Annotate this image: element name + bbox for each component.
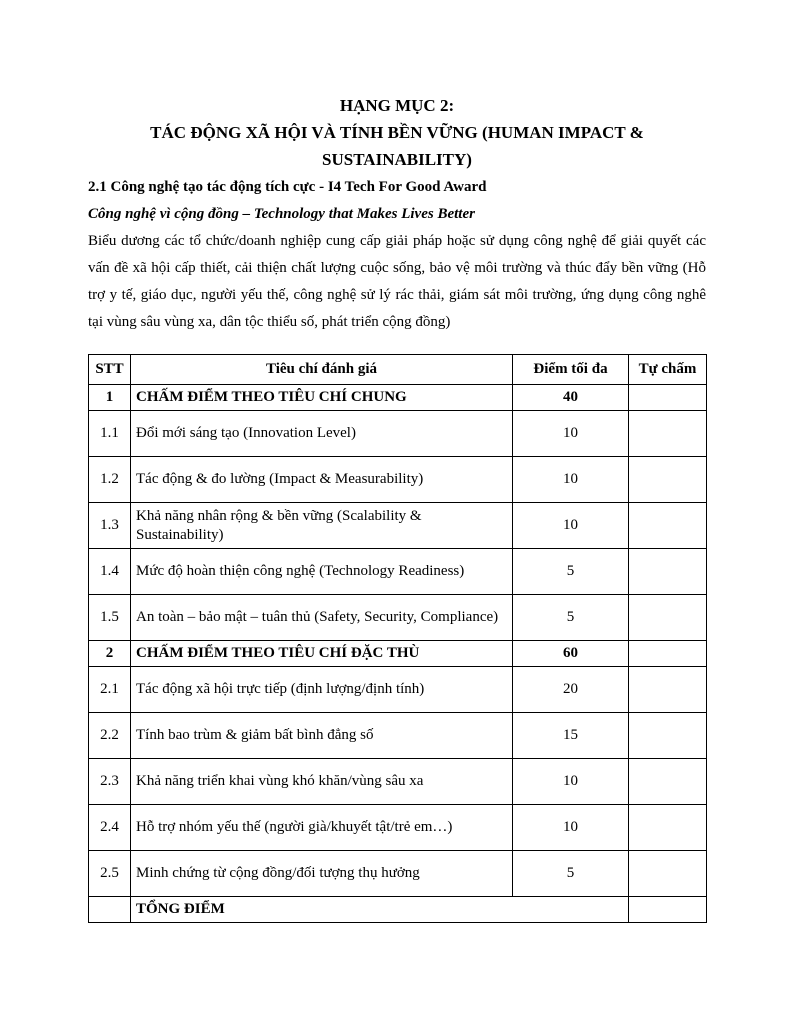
stt-cell xyxy=(89,897,131,923)
stt-cell: 1.3 xyxy=(89,503,131,549)
self-score-cell xyxy=(629,851,707,897)
self-score-cell xyxy=(629,667,707,713)
self-score-cell xyxy=(629,897,707,923)
award-description: Biểu dương các tổ chức/doanh nghiệp cung cấp giải pháp hoặc sử dụng công nghệ để giải quyết các vấn đề xã hội cấp thiết, cải thiện chất lượng cuộc sống, bảo vệ môi trường và thúc đẩy bền vững (Hỗ trợ y tế, giáo dục, người yếu thế, công nghệ sử lý rác thải, giám sát môi trường, ứng dụng công nghê tại vùng sâu vùng xa, dân tộc thiểu số, phát triển cộng đồng) xyxy=(88,233,706,330)
stt-cell: 1.2 xyxy=(89,457,131,503)
max-score-cell: 10 xyxy=(513,805,629,851)
criteria-cell: Khả năng triển khai vùng khó khăn/vùng sâu xa xyxy=(131,759,513,805)
max-score-cell: 5 xyxy=(513,595,629,641)
max-score-cell: 40 xyxy=(513,385,629,411)
criteria-row xyxy=(89,805,707,851)
criteria-row xyxy=(89,411,707,457)
max-score-cell: 15 xyxy=(513,713,629,759)
criteria-cell: Tác động & đo lường (Impact & Measurability) xyxy=(131,457,513,503)
criteria-row xyxy=(89,759,707,805)
criteria-cell: An toàn – bảo mật – tuân thủ (Safety, Security, Compliance) xyxy=(131,595,513,641)
stt-cell: 1 xyxy=(89,385,131,411)
max-score-cell: 20 xyxy=(513,667,629,713)
total-score-row xyxy=(89,897,707,923)
section-row xyxy=(89,385,707,411)
max-score-cell: 10 xyxy=(513,411,629,457)
criteria-cell: CHẤM ĐIỂM THEO TIÊU CHÍ ĐẶC THÙ xyxy=(131,641,513,667)
stt-cell: 2.3 xyxy=(89,759,131,805)
document-title xyxy=(88,92,706,173)
criteria-cell: Tính bao trùm & giảm bất bình đẳng số xyxy=(131,713,513,759)
total-label-cell: TỔNG ĐIỂM xyxy=(131,897,629,923)
award-tagline: Công nghệ vì cộng đồng – Technology that Makes Lives Better xyxy=(88,206,475,222)
self-score-cell xyxy=(629,457,707,503)
section-subheading: 2.1 Công nghệ tạo tác động tích cực - I4 Tech For Good Award xyxy=(88,179,487,195)
criteria-row xyxy=(89,503,707,549)
stt-cell: 2.5 xyxy=(89,851,131,897)
criteria-cell: Khả năng nhân rộng & bền vững (Scalability & Sustainability) xyxy=(131,503,513,549)
header-criteria: Tiêu chí đánh giá xyxy=(131,355,513,385)
scoring-criteria-table xyxy=(88,354,707,923)
stt-cell: 2 xyxy=(89,641,131,667)
criteria-cell: Hỗ trợ nhóm yếu thế (người già/khuyết tật/trẻ em…) xyxy=(131,805,513,851)
max-score-cell: 5 xyxy=(513,851,629,897)
self-score-cell xyxy=(629,385,707,411)
section-row xyxy=(89,641,707,667)
table-header-row xyxy=(89,355,707,385)
header-max-score: Điểm tối đa xyxy=(513,355,629,385)
stt-cell: 1.5 xyxy=(89,595,131,641)
criteria-row xyxy=(89,457,707,503)
criteria-cell: Minh chứng từ cộng đồng/đối tượng thụ hưởng xyxy=(131,851,513,897)
criteria-cell: Mức độ hoàn thiện công nghệ (Technology Readiness) xyxy=(131,549,513,595)
max-score-cell: 10 xyxy=(513,503,629,549)
stt-cell: 2.2 xyxy=(89,713,131,759)
stt-cell: 1.4 xyxy=(89,549,131,595)
self-score-cell xyxy=(629,411,707,457)
self-score-cell xyxy=(629,713,707,759)
stt-cell: 1.1 xyxy=(89,411,131,457)
criteria-row xyxy=(89,595,707,641)
max-score-cell: 10 xyxy=(513,759,629,805)
document-title-line3: SUSTAINABILITY) xyxy=(322,150,472,169)
max-score-cell: 60 xyxy=(513,641,629,667)
self-score-cell xyxy=(629,549,707,595)
criteria-row xyxy=(89,549,707,595)
document-title-line2: TÁC ĐỘNG XÃ HỘI VÀ TÍNH BỀN VỮNG (HUMAN IMPACT & xyxy=(150,123,644,142)
max-score-cell: 5 xyxy=(513,549,629,595)
header-self-score: Tự chấm xyxy=(629,355,707,385)
criteria-cell: Tác động xã hội trực tiếp (định lượng/định tính) xyxy=(131,667,513,713)
criteria-row xyxy=(89,713,707,759)
criteria-row xyxy=(89,667,707,713)
max-score-cell: 10 xyxy=(513,457,629,503)
self-score-cell xyxy=(629,595,707,641)
stt-cell: 2.1 xyxy=(89,667,131,713)
criteria-cell: CHẤM ĐIỂM THEO TIÊU CHÍ CHUNG xyxy=(131,385,513,411)
self-score-cell xyxy=(629,503,707,549)
self-score-cell xyxy=(629,641,707,667)
criteria-cell: Đổi mới sáng tạo (Innovation Level) xyxy=(131,411,513,457)
self-score-cell xyxy=(629,759,707,805)
self-score-cell xyxy=(629,805,707,851)
header-stt: STT xyxy=(89,355,131,385)
stt-cell: 2.4 xyxy=(89,805,131,851)
criteria-row xyxy=(89,851,707,897)
document-title-line1: HẠNG MỤC 2: xyxy=(339,96,455,115)
